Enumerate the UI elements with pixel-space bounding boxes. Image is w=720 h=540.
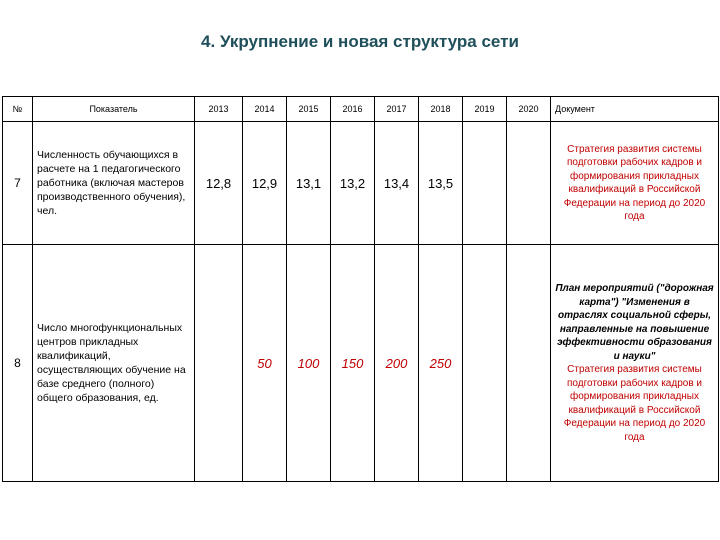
document-roadmap: План мероприятий ("дорожная карта") "Изменения в отраслях социальной сферы, направленные на повышение эффективности образования и науки" xyxy=(555,283,714,362)
value-cell: 12,8 xyxy=(195,122,243,245)
value-cell: 12,9 xyxy=(243,122,287,245)
value-cell: 150 xyxy=(331,245,375,482)
indicators-table xyxy=(2,96,719,482)
header-year: 2014 xyxy=(243,97,287,122)
header-document: Документ xyxy=(551,97,719,122)
header-num: № xyxy=(3,97,33,122)
value-cell: 250 xyxy=(419,245,463,482)
value-cell: 13,2 xyxy=(331,122,375,245)
row-number: 7 xyxy=(3,122,33,245)
value-cell: 13,5 xyxy=(419,122,463,245)
header-indicator: Показатель xyxy=(33,97,195,122)
table-row xyxy=(3,245,719,482)
header-year: 2019 xyxy=(463,97,507,122)
header-year: 2015 xyxy=(287,97,331,122)
value-cell: 200 xyxy=(375,245,419,482)
indicator-text: Численность обучающихся в расчете на 1 педагогического работника (включая мастеров производственного обучения), чел. xyxy=(33,122,195,245)
page-title: 4. Укрупнение и новая структура сети xyxy=(201,32,519,51)
header-year: 2018 xyxy=(419,97,463,122)
value-cell xyxy=(195,245,243,482)
value-cell xyxy=(507,122,551,245)
value-cell xyxy=(507,245,551,482)
table-row xyxy=(3,122,719,245)
header-year: 2020 xyxy=(507,97,551,122)
row-number: 8 xyxy=(3,245,33,482)
header-row xyxy=(3,97,719,122)
document-cell xyxy=(551,122,719,245)
value-cell: 13,1 xyxy=(287,122,331,245)
value-cell: 13,4 xyxy=(375,122,419,245)
value-cell: 50 xyxy=(243,245,287,482)
indicator-text: Число многофункциональных центров прикладных квалификаций, осуществляющих обучение на базе среднего (полного) общего образования, ед. xyxy=(33,245,195,482)
value-cell xyxy=(463,122,507,245)
document-cell xyxy=(551,245,719,482)
value-cell: 100 xyxy=(287,245,331,482)
document-strategy: Стратегия развития системы подготовки рабочих кадров и формирования прикладных квалификаций в Российской Федерации на период до 2020 года xyxy=(563,143,706,222)
document-strategy: Стратегия развития системы подготовки рабочих кадров и формирования прикладных квалификаций в Российской Федерации на период до 2020 года xyxy=(563,364,706,443)
header-year: 2016 xyxy=(331,97,375,122)
value-cell xyxy=(463,245,507,482)
header-year: 2017 xyxy=(375,97,419,122)
header-year: 2013 xyxy=(195,97,243,122)
